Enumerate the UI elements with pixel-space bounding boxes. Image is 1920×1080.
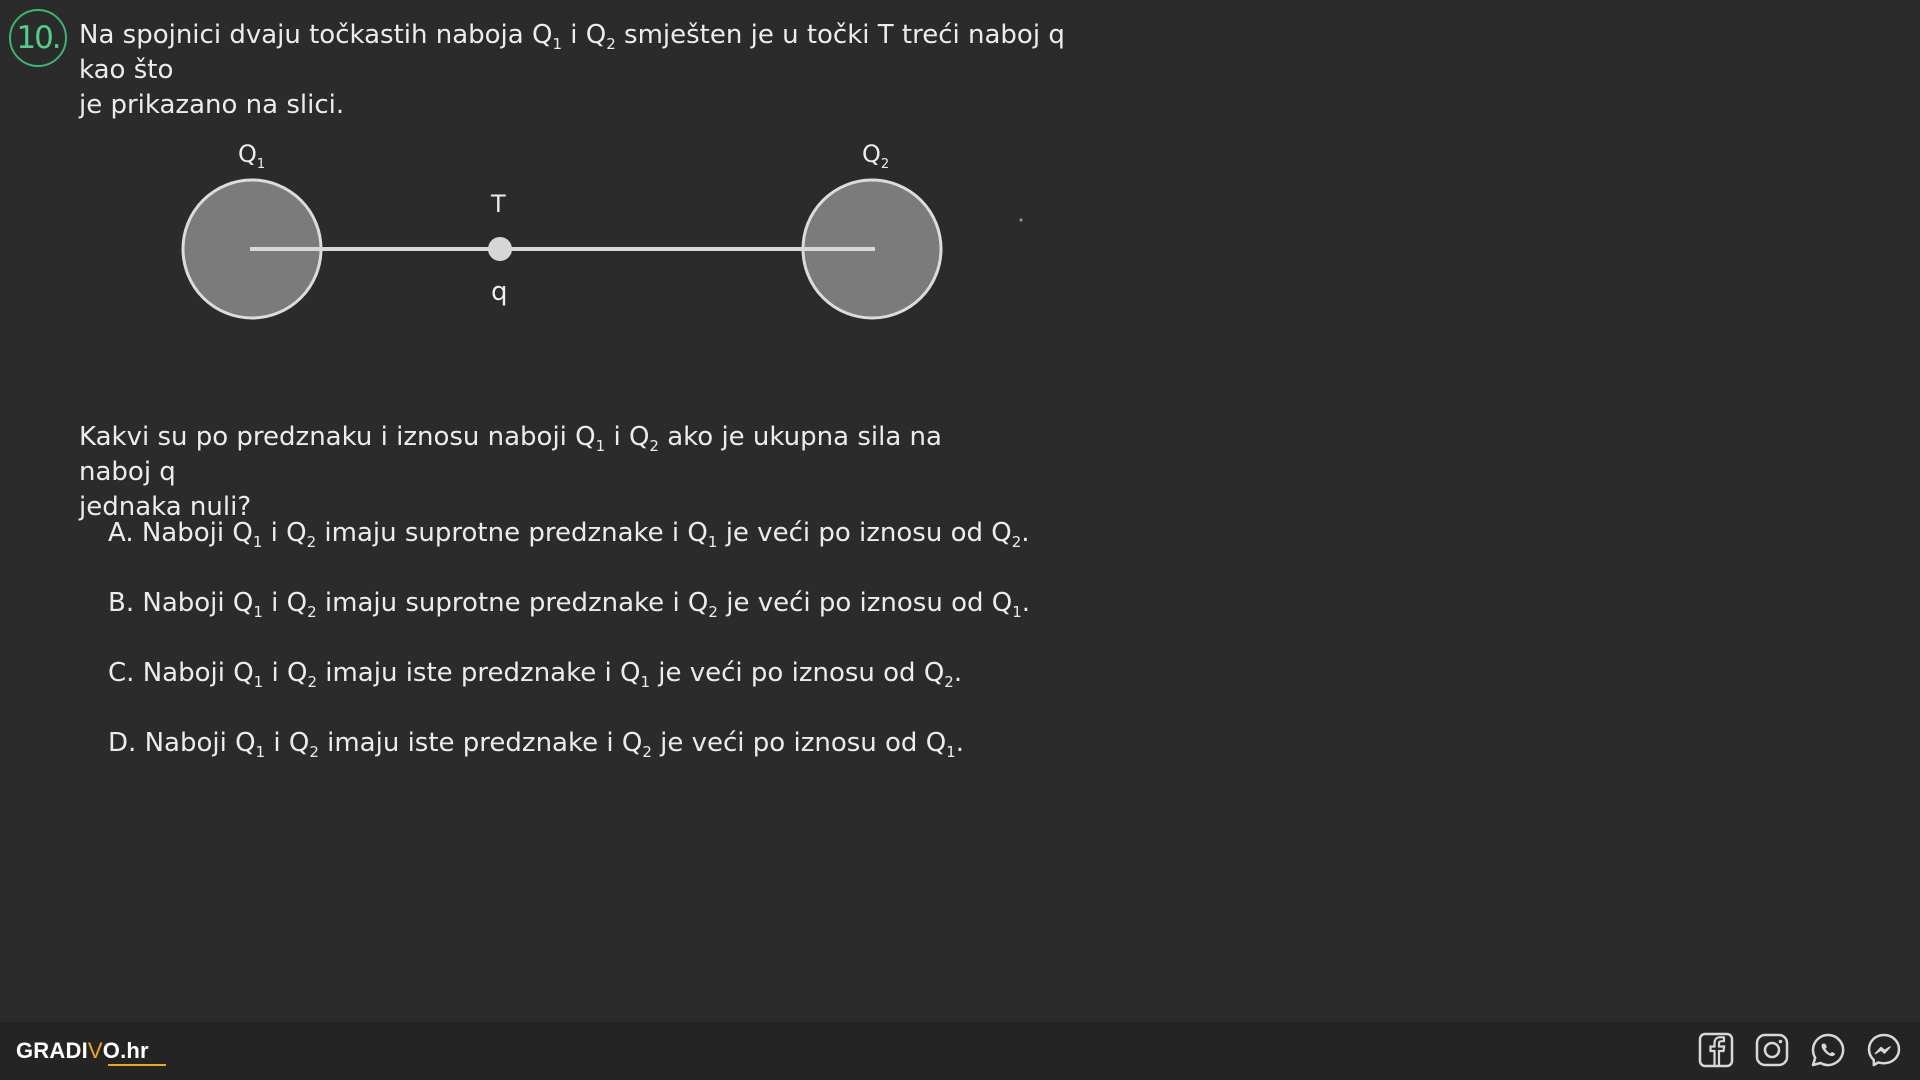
subscript: 2 [944,673,954,691]
subscript: 2 [649,437,659,455]
instagram-icon[interactable] [1754,1032,1790,1068]
stray-dot [1020,219,1023,222]
subscript: 1 [1012,603,1022,621]
option-text: imaju iste predznake i Q [316,658,641,688]
subscript: 2 [307,673,317,691]
option-text: i Q [263,658,308,688]
subscript: 2 [708,603,718,621]
subscript: 1 [707,533,718,551]
option-d[interactable] [108,726,1030,761]
subscript: 1 [255,743,266,761]
option-text: . [1021,518,1030,548]
prompt-text: Kakvi su po predznaku i iznosu naboji Q [79,422,596,452]
option-a[interactable] [108,516,1030,551]
subscript: 2 [307,603,317,621]
option-text: . [953,658,963,688]
option-text: . [955,728,964,758]
question-prompt [79,420,999,525]
option-letter: B. [108,588,135,618]
option-text: je veći po iznosu od Q [651,728,947,758]
option-text: imaju suprotne predznake i Q [316,588,709,618]
gradivo-logo[interactable] [16,1038,149,1064]
point-t-dot [488,237,512,261]
subscript: 1 [253,603,263,621]
subscript: 2 [1011,533,1022,551]
option-text: i Q [262,588,308,618]
option-letter: A. [108,518,134,548]
point-t-label: T [491,190,506,218]
messenger-icon[interactable] [1866,1032,1902,1068]
charges-diagram [0,0,1920,360]
logo-text: O.hr [102,1038,149,1063]
option-text: imaju suprotne predznake i Q [316,518,708,548]
logo-text: GRADI [16,1038,88,1063]
subscript: 1 [253,673,264,691]
subscript: 2 [642,743,652,761]
option-b[interactable] [108,586,1030,621]
option-letter: C. [108,658,135,688]
intro-text: i Q [562,20,607,50]
facebook-icon[interactable] [1698,1032,1734,1068]
option-text: Naboji Q [142,588,254,618]
test-charge-label: q [491,277,508,307]
subscript: 1 [946,743,956,761]
option-text: Naboji Q [144,728,256,758]
subscript: 1 [640,673,650,691]
prompt-text: jednaka nuli? [79,492,252,522]
subscript: 1 [552,35,562,53]
option-c[interactable] [108,656,1030,691]
option-text: Naboji Q [142,658,254,688]
option-text: je veći po iznosu od Q [650,658,945,688]
charge-q2-label: $Q_2$ [862,140,890,172]
option-text: i Q [265,728,310,758]
logo-underline [108,1064,166,1066]
intro-text: smješten je u točki T treći naboj q kao što [79,20,1065,85]
subscript: 2 [606,35,616,53]
question-number: 10. [16,20,60,56]
option-text: . [1021,588,1031,618]
option-text: imaju iste predznake i Q [318,728,643,758]
intro-text: Na spojnici dvaju točkastih naboja Q [79,20,553,50]
option-text: je veći po iznosu od Q [717,588,1013,618]
charge-q1-label: $Q_1$ [238,140,266,172]
social-links [1698,1032,1902,1068]
option-text: je veći po iznosu od Q [717,518,1012,548]
intro-text: je prikazano na slici. [79,90,345,120]
option-text: i Q [262,518,307,548]
subscript: 1 [252,533,263,551]
answer-options [108,516,1030,796]
option-text: Naboji Q [141,518,253,548]
subscript: 1 [595,437,606,455]
logo-v-mark: V [87,1038,103,1063]
footer-bar [0,1022,1920,1080]
whatsapp-icon[interactable] [1810,1032,1846,1068]
prompt-text: ako je ukupna sila na naboj q [79,422,942,487]
subscript: 2 [309,743,319,761]
subscript: 2 [306,533,317,551]
prompt-text: i Q [605,422,650,452]
option-letter: D. [108,728,137,758]
